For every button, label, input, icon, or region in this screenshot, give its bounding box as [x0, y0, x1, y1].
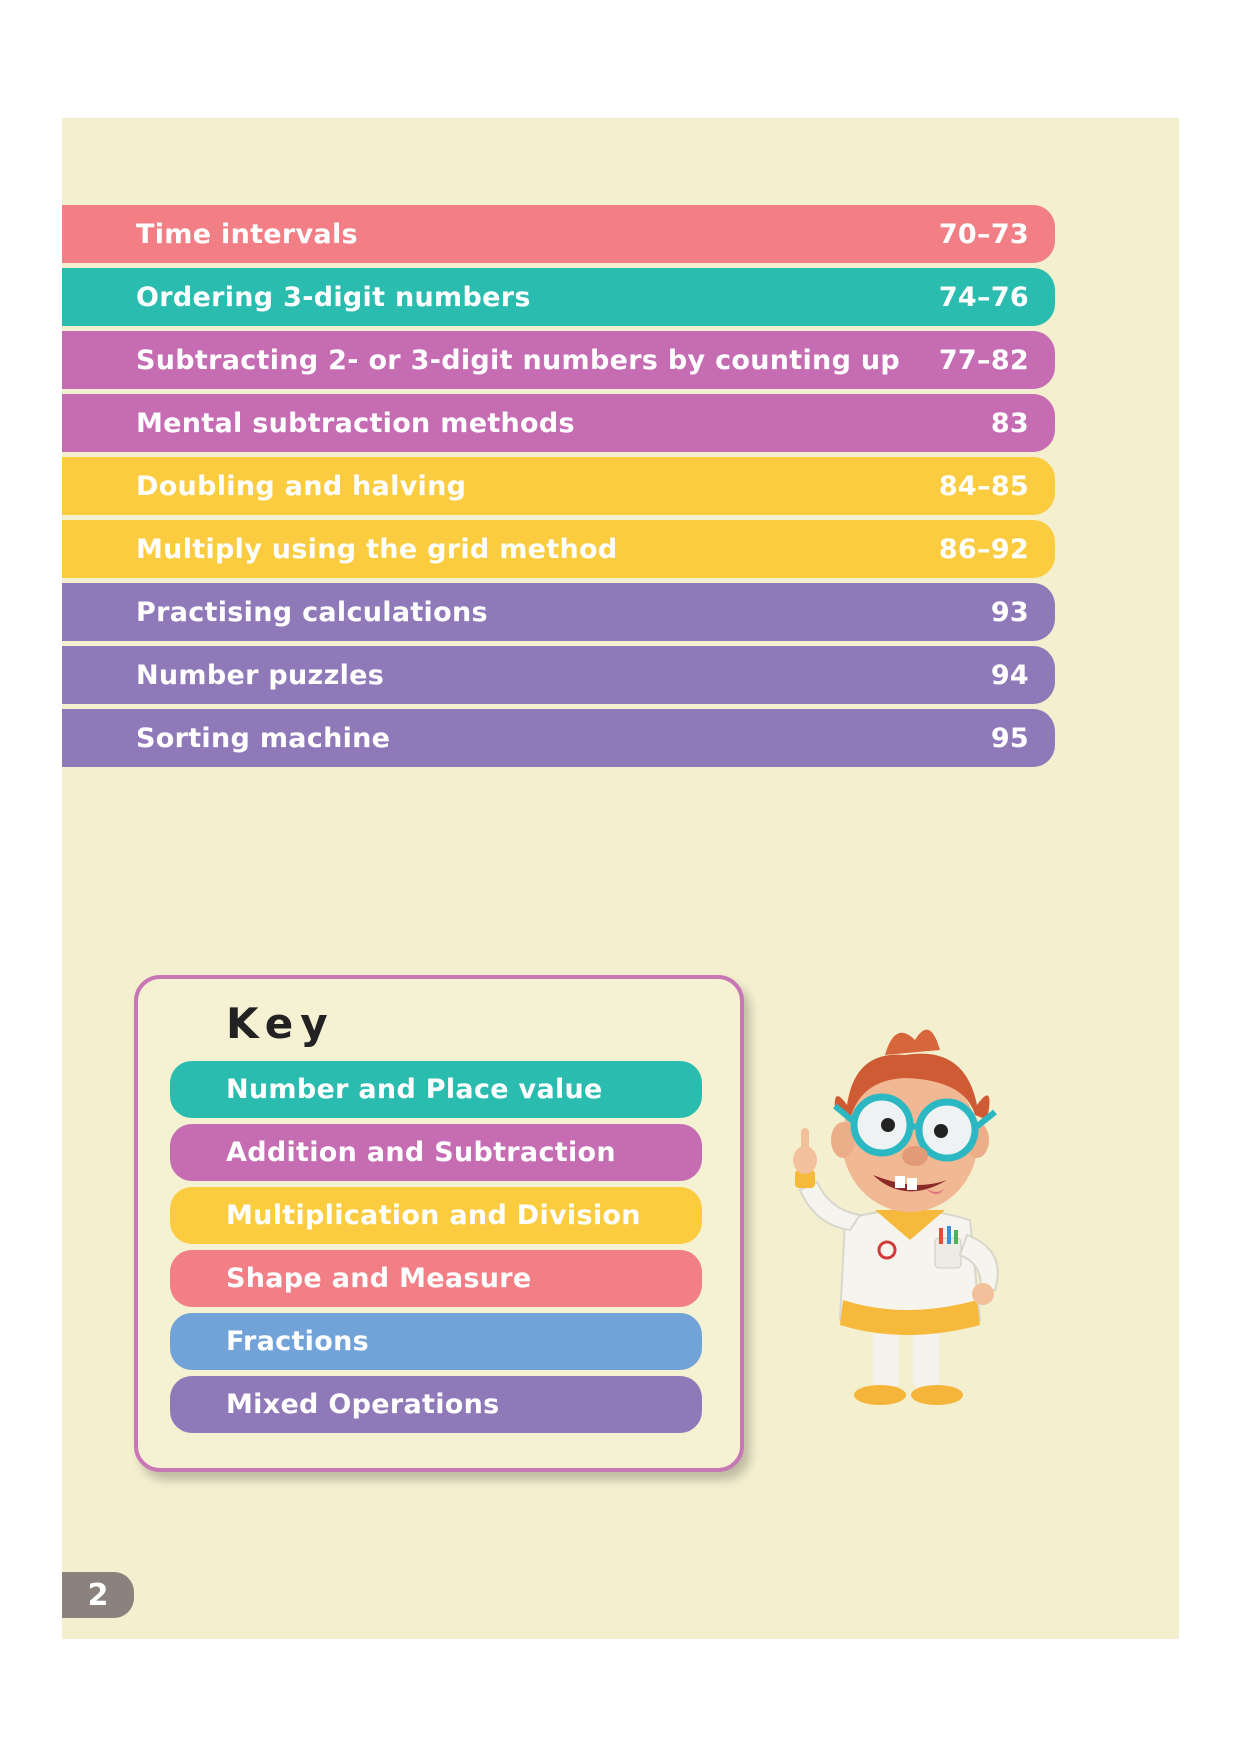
key-item-label: Mixed Operations: [226, 1389, 500, 1420]
key-item-label: Fractions: [226, 1326, 369, 1357]
scientist-character-illustration: [755, 1010, 1065, 1410]
key-item-label: Multiplication and Division: [226, 1200, 641, 1231]
toc-row[interactable]: [62, 457, 1055, 515]
toc-title: Doubling and halving: [136, 470, 467, 502]
key-item: [170, 1124, 702, 1181]
toc-row[interactable]: [62, 205, 1055, 263]
toc-row[interactable]: [62, 268, 1055, 326]
toc-title: Mental subtraction methods: [136, 407, 575, 439]
toc-title: Sorting machine: [136, 722, 391, 754]
toc-pages: 84–85: [938, 470, 1029, 502]
key-item: [170, 1187, 702, 1244]
toc-row[interactable]: [62, 646, 1055, 704]
toc-title: Practising calculations: [136, 596, 488, 628]
toc-title: Multiply using the grid method: [136, 533, 618, 565]
toc-row[interactable]: [62, 583, 1055, 641]
page-number: 2: [62, 1572, 134, 1618]
key-item-label: Shape and Measure: [226, 1263, 532, 1294]
toc-row[interactable]: [62, 394, 1055, 452]
toc-row[interactable]: [62, 520, 1055, 578]
toc-pages: 70–73: [938, 218, 1029, 250]
key-item: [170, 1376, 702, 1433]
table-of-contents: [62, 205, 1055, 772]
key-list: [170, 1061, 702, 1439]
toc-pages: 77–82: [938, 344, 1029, 376]
toc-title: Subtracting 2- or 3-digit numbers by counting up: [136, 344, 901, 376]
toc-title: Ordering 3-digit numbers: [136, 281, 531, 313]
toc-pages: 95: [990, 722, 1029, 754]
key-item-label: Number and Place value: [226, 1074, 603, 1105]
toc-row[interactable]: [62, 709, 1055, 767]
toc-row[interactable]: [62, 331, 1055, 389]
toc-pages: 86–92: [938, 533, 1029, 565]
toc-pages: 74–76: [938, 281, 1029, 313]
key-item: [170, 1250, 702, 1307]
key-item: [170, 1313, 702, 1370]
toc-pages: 83: [990, 407, 1029, 439]
key-box: [134, 975, 744, 1472]
toc-title: Number puzzles: [136, 659, 385, 691]
toc-title: Time intervals: [136, 218, 358, 250]
toc-pages: 94: [990, 659, 1029, 691]
key-heading: Key: [226, 999, 335, 1048]
toc-pages: 93: [990, 596, 1029, 628]
key-item-label: Addition and Subtraction: [226, 1137, 616, 1168]
key-item: [170, 1061, 702, 1118]
